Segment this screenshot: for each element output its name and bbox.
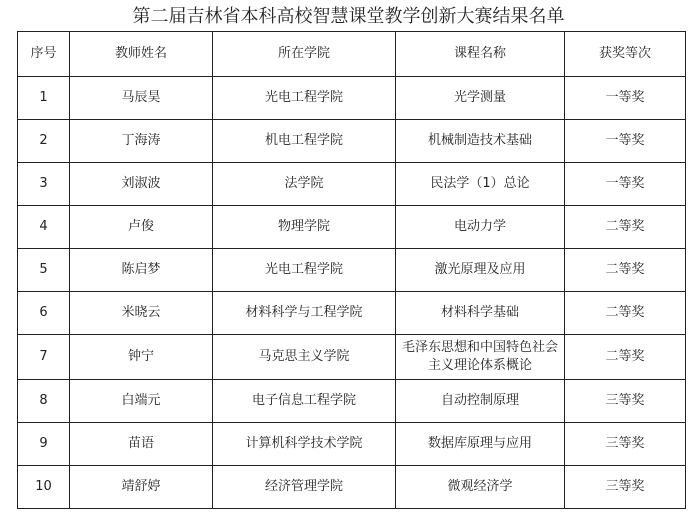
cell-teacher-name: 马辰昊	[70, 77, 213, 120]
cell-award-level: 二等奖	[565, 292, 686, 335]
table-row	[18, 466, 686, 509]
header-teacher-name: 教师姓名	[70, 32, 213, 77]
cell-course-name: 数据库原理与应用	[396, 423, 565, 466]
cell-award-level: 二等奖	[565, 249, 686, 292]
cell-award-level: 二等奖	[565, 206, 686, 249]
cell-number: 8	[18, 380, 70, 423]
cell-course-name: 机械制造技术基础	[396, 120, 565, 163]
cell-teacher-name: 米晓云	[70, 292, 213, 335]
cell-course-name: 激光原理及应用	[396, 249, 565, 292]
cell-number: 7	[18, 335, 70, 380]
cell-teacher-name: 卢俊	[70, 206, 213, 249]
cell-number: 2	[18, 120, 70, 163]
table-row	[18, 380, 686, 423]
table-row	[18, 163, 686, 206]
header-award-level: 获奖等次	[565, 32, 686, 77]
cell-number: 4	[18, 206, 70, 249]
cell-course-name: 毛泽东思想和中国特色社会主义理论体系概论	[396, 335, 565, 380]
cell-award-level: 二等奖	[565, 335, 686, 380]
cell-teacher-name: 刘淑波	[70, 163, 213, 206]
cell-award-level: 一等奖	[565, 120, 686, 163]
table-row	[18, 249, 686, 292]
cell-college: 马克思主义学院	[213, 335, 396, 380]
table-row	[18, 120, 686, 163]
cell-course-name: 自动控制原理	[396, 380, 565, 423]
table-row	[18, 206, 686, 249]
cell-number: 10	[18, 466, 70, 509]
cell-college: 经济管理学院	[213, 466, 396, 509]
header-course-name: 课程名称	[396, 32, 565, 77]
table-row	[18, 77, 686, 120]
cell-college: 材料科学与工程学院	[213, 292, 396, 335]
table-row	[18, 335, 686, 380]
cell-award-level: 一等奖	[565, 163, 686, 206]
cell-course-name: 电动力学	[396, 206, 565, 249]
cell-college: 光电工程学院	[213, 249, 396, 292]
cell-teacher-name: 丁海涛	[70, 120, 213, 163]
cell-number: 3	[18, 163, 70, 206]
cell-college: 法学院	[213, 163, 396, 206]
cell-course-name: 微观经济学	[396, 466, 565, 509]
cell-college: 光电工程学院	[213, 77, 396, 120]
header-college: 所在学院	[213, 32, 396, 77]
table-header-row	[18, 32, 686, 77]
cell-award-level: 三等奖	[565, 423, 686, 466]
cell-teacher-name: 苗语	[70, 423, 213, 466]
results-table	[17, 31, 686, 509]
cell-number: 1	[18, 77, 70, 120]
cell-award-level: 三等奖	[565, 380, 686, 423]
cell-course-name: 民法学（1）总论	[396, 163, 565, 206]
table-row	[18, 292, 686, 335]
cell-teacher-name: 白端元	[70, 380, 213, 423]
cell-teacher-name: 陈启梦	[70, 249, 213, 292]
cell-award-level: 三等奖	[565, 466, 686, 509]
cell-teacher-name: 靖舒婷	[70, 466, 213, 509]
cell-number: 6	[18, 292, 70, 335]
cell-course-name: 材料科学基础	[396, 292, 565, 335]
cell-award-level: 一等奖	[565, 77, 686, 120]
cell-number: 9	[18, 423, 70, 466]
cell-college: 物理学院	[213, 206, 396, 249]
table-row	[18, 423, 686, 466]
cell-college: 电子信息工程学院	[213, 380, 396, 423]
cell-teacher-name: 钟宁	[70, 335, 213, 380]
cell-number: 5	[18, 249, 70, 292]
document-title: 第二届吉林省本科高校智慧课堂教学创新大赛结果名单	[132, 6, 565, 27]
cell-college: 计算机科学技术学院	[213, 423, 396, 466]
cell-college: 机电工程学院	[213, 120, 396, 163]
cell-course-name: 光学测量	[396, 77, 565, 120]
header-number: 序号	[18, 32, 70, 77]
